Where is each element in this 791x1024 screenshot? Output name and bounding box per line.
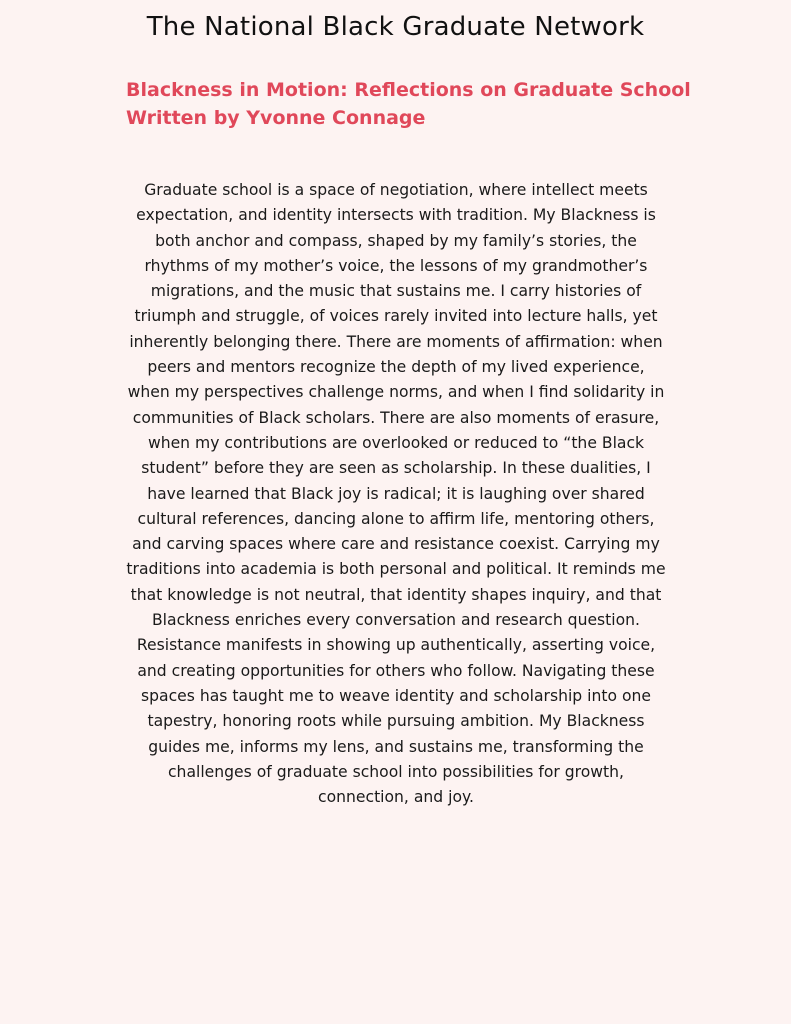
article-byline: Written by Yvonne Connage [126,107,426,129]
article-title: Blackness in Motion: Reflections on Graduate School [126,79,691,101]
article-body: Graduate school is a space of negotiation, where intellect meets expectation, and identity intersects with tradition. My Blackness is both anchor and compass, shaped by my family’s stories, the rhythms of my mother’s voice, the lessons of my grandmother’s migrations, and the music that sustains me. I carry histories of triumph and struggle, of voices rarely invited into lecture halls, yet inherently belonging there. There are moments of affirmation: when peers and mentors recognize the depth of my lived experience, when my perspectives challenge norms, and when I find solidarity in communities of Black scholars. There are also moments of erasure, when my contributions are overlooked or reduced to “the Black student” before they are seen as scholarship. In these dualities, I have learned that Black joy is radical; it is laughing over shared cultural references, dancing alone to affirm life, mentoring others, and carving spaces where care and resistance coexist. Carrying my traditions into academia is both personal and political. It reminds me that knowledge is not neutral, that identity shapes inquiry, and that Blackness enriches every conversation and research question. Resistance manifests in showing up authentically, asserting voice, and creating opportunities for others who follow. Navigating these spaces has taught me to weave identity and scholarship into one tapestry, honoring roots while pursuing ambition. My Blackness guides me, informs my lens, and sustains me, transforming the challenges of graduate school into possibilities for growth, connection, and joy. [126,181,666,807]
site-title: The National Black Graduate Network [146,12,645,42]
article-header [126,76,766,132]
